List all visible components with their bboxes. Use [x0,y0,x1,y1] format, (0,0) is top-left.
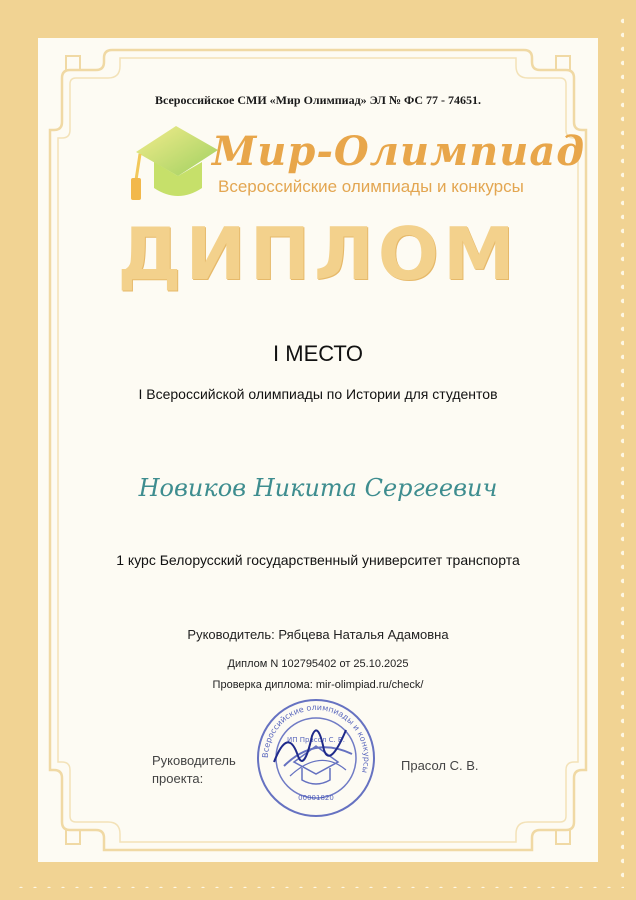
logo-tagline: Всероссийские олимпиады и конкурсы [218,177,524,196]
supervisor: Руководитель: Рябцева Наталья Адамовна [187,627,449,642]
olympiad-name: I Всероссийской олимпиады по Истории для студентов [138,386,498,402]
recipient-name: Новиков Никита Сергеевич [138,474,498,502]
signature-scribble [268,716,358,776]
registry-line: Всероссийское СМИ «Мир Олимпиад» ЭЛ № ФС 77 - 74651. [154,93,481,107]
verification-link[interactable]: Проверка диплома: mir-olimpiad.ru/check/ [212,679,424,691]
diploma-number: Диплом N 102795402 от 25.10.2025 [227,658,409,670]
logo-name: Мир-Олимпиад [212,128,586,175]
signer-name: Прасол С. В. [401,758,479,773]
seal-number: 00001820 [298,794,334,802]
course-university: 1 курс Белорусский государственный университет транспорта [116,552,520,568]
project-leader-label [152,752,236,788]
seal-inner-text: ИП Прасол С. В. [287,736,345,744]
project-leader-label-line2: проекта: [152,771,204,786]
diploma-title: ДИПЛОМ [117,212,519,296]
project-leader-label-line1: Руководитель [152,753,236,768]
graduation-cap-icon [126,118,222,214]
seal-outer-text: Всероссийские олимпиады и конкурсы [260,702,372,774]
place-award: I МЕСТО [273,341,363,366]
